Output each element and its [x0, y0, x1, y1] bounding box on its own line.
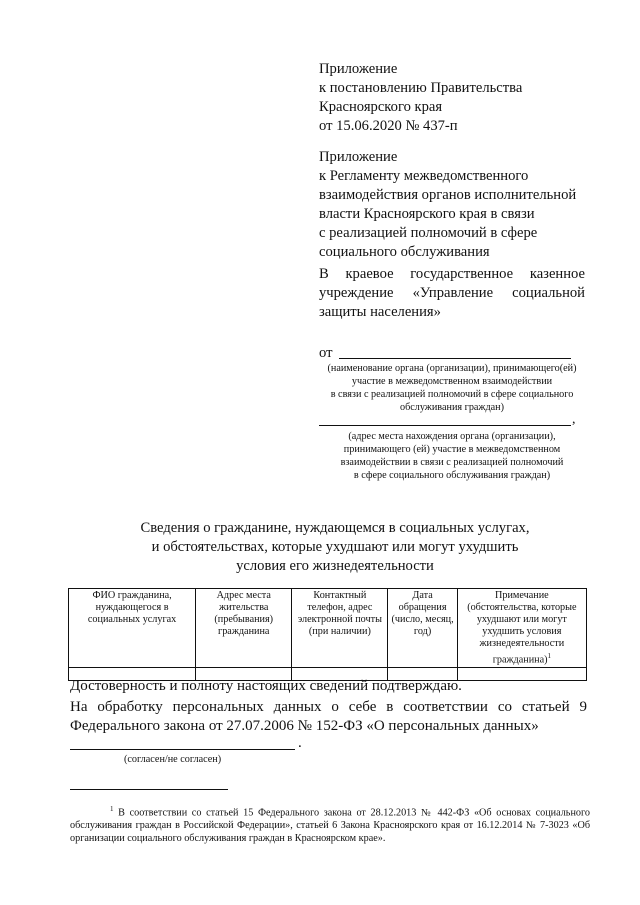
hint-line: (адрес места нахождения органа (организации), [348, 431, 556, 442]
header-cell-address: Адрес места жительства (пребывания) гражданина [196, 589, 292, 668]
hint-line: обслуживания граждан) [399, 402, 505, 413]
confirmation-text: Достоверность и полноту настоящих сведений подтверждаю. [70, 678, 462, 694]
appendix-line: Приложение [319, 61, 398, 77]
address-hint [312, 430, 592, 482]
table-header-row [69, 589, 587, 668]
consent-text: На обработку персональных данных о себе в соответствии со статьей 9 Федерального закона от 27.07.2006 № 152-ФЗ «О персональных данных» [70, 699, 587, 734]
consent-period: . [298, 735, 302, 751]
appendix-line: от 15.06.2020 № 437-п [319, 118, 458, 134]
address-comma: , [572, 412, 576, 427]
citizen-info-table [68, 588, 587, 681]
appendix-header-regulation [319, 148, 576, 262]
appendix-line: к постановлению Правительства [319, 80, 523, 96]
appendix-line: Красноярского края [319, 99, 443, 115]
from-hint [312, 362, 592, 414]
from-input-line[interactable] [339, 358, 571, 359]
footnote [70, 803, 590, 845]
header-cell-note [457, 589, 586, 668]
header-cell-contact: Контактный телефон, адрес электронной почты (при наличии) [292, 589, 388, 668]
footnote-ref: 1 [547, 652, 552, 660]
hint-line: (наименование органа (организации), принимающего(ей) [327, 363, 577, 374]
address-input-line[interactable] [319, 425, 571, 426]
consent-input-line[interactable] [70, 749, 295, 750]
title-line: условия его жизнедеятельности [236, 558, 434, 574]
appendix-line: власти Красноярского края в связи [319, 206, 535, 222]
hint-line: участие в межведомственном взаимодействии [351, 376, 553, 387]
hint-line: в связи с реализацией полномочий в сфере социального [330, 389, 574, 400]
footnote-mark: 1 [110, 805, 114, 813]
appendix-line: социального обслуживания [319, 244, 490, 260]
appendix-line: к Регламенту межведомственного [319, 168, 529, 184]
appendix-header-resolution [319, 60, 522, 136]
header-cell-fio: ФИО гражданина, нуждающегося в социальных услугах [69, 589, 196, 668]
title-line: и обстоятельствах, которые ухудшают или могут ухудшить [151, 539, 519, 555]
appendix-line: Приложение [319, 149, 398, 165]
title-line: Сведения о гражданине, нуждающемся в социальных услугах, [140, 520, 530, 536]
table-cell[interactable] [457, 668, 586, 681]
appendix-line: взаимодействия органов исполнительной [319, 187, 577, 203]
hint-line: в сфере социального обслуживания граждан) [353, 470, 551, 481]
hint-line: принимающего (ей) участие в межведомственном [343, 444, 561, 455]
document-title [70, 519, 600, 576]
addressee: В краевое государственное казенное учреждение «Управление социальной защиты населения» [319, 266, 585, 320]
header-cell-date: Дата обращения (число, месяц, год) [388, 589, 457, 668]
hint-line: взаимодействии в связи с реализацией полномочий [340, 457, 564, 468]
consent-hint: (согласен/не согласен) [124, 754, 222, 765]
header-note-text: Примечание (обстоятельства, которые ухудшают или могут ухудшить условия жизнедеятельности гражданина) [467, 590, 577, 666]
appendix-line: с реализацией полномочий в сфере [319, 225, 538, 241]
from-label: от [319, 345, 333, 361]
footnote-text: В соответствии со статьей 15 Федерального закона от 28.12.2013 № 442-ФЗ «Об основах социального обслуживания граждан в Российской Федерации», статьей 6 Закона Красноярского края от 16.12.2014 № 7-3023 «Об организации социального обслуживания граждан в Красноярском крае». [70, 807, 591, 845]
footnote-separator [70, 789, 228, 790]
